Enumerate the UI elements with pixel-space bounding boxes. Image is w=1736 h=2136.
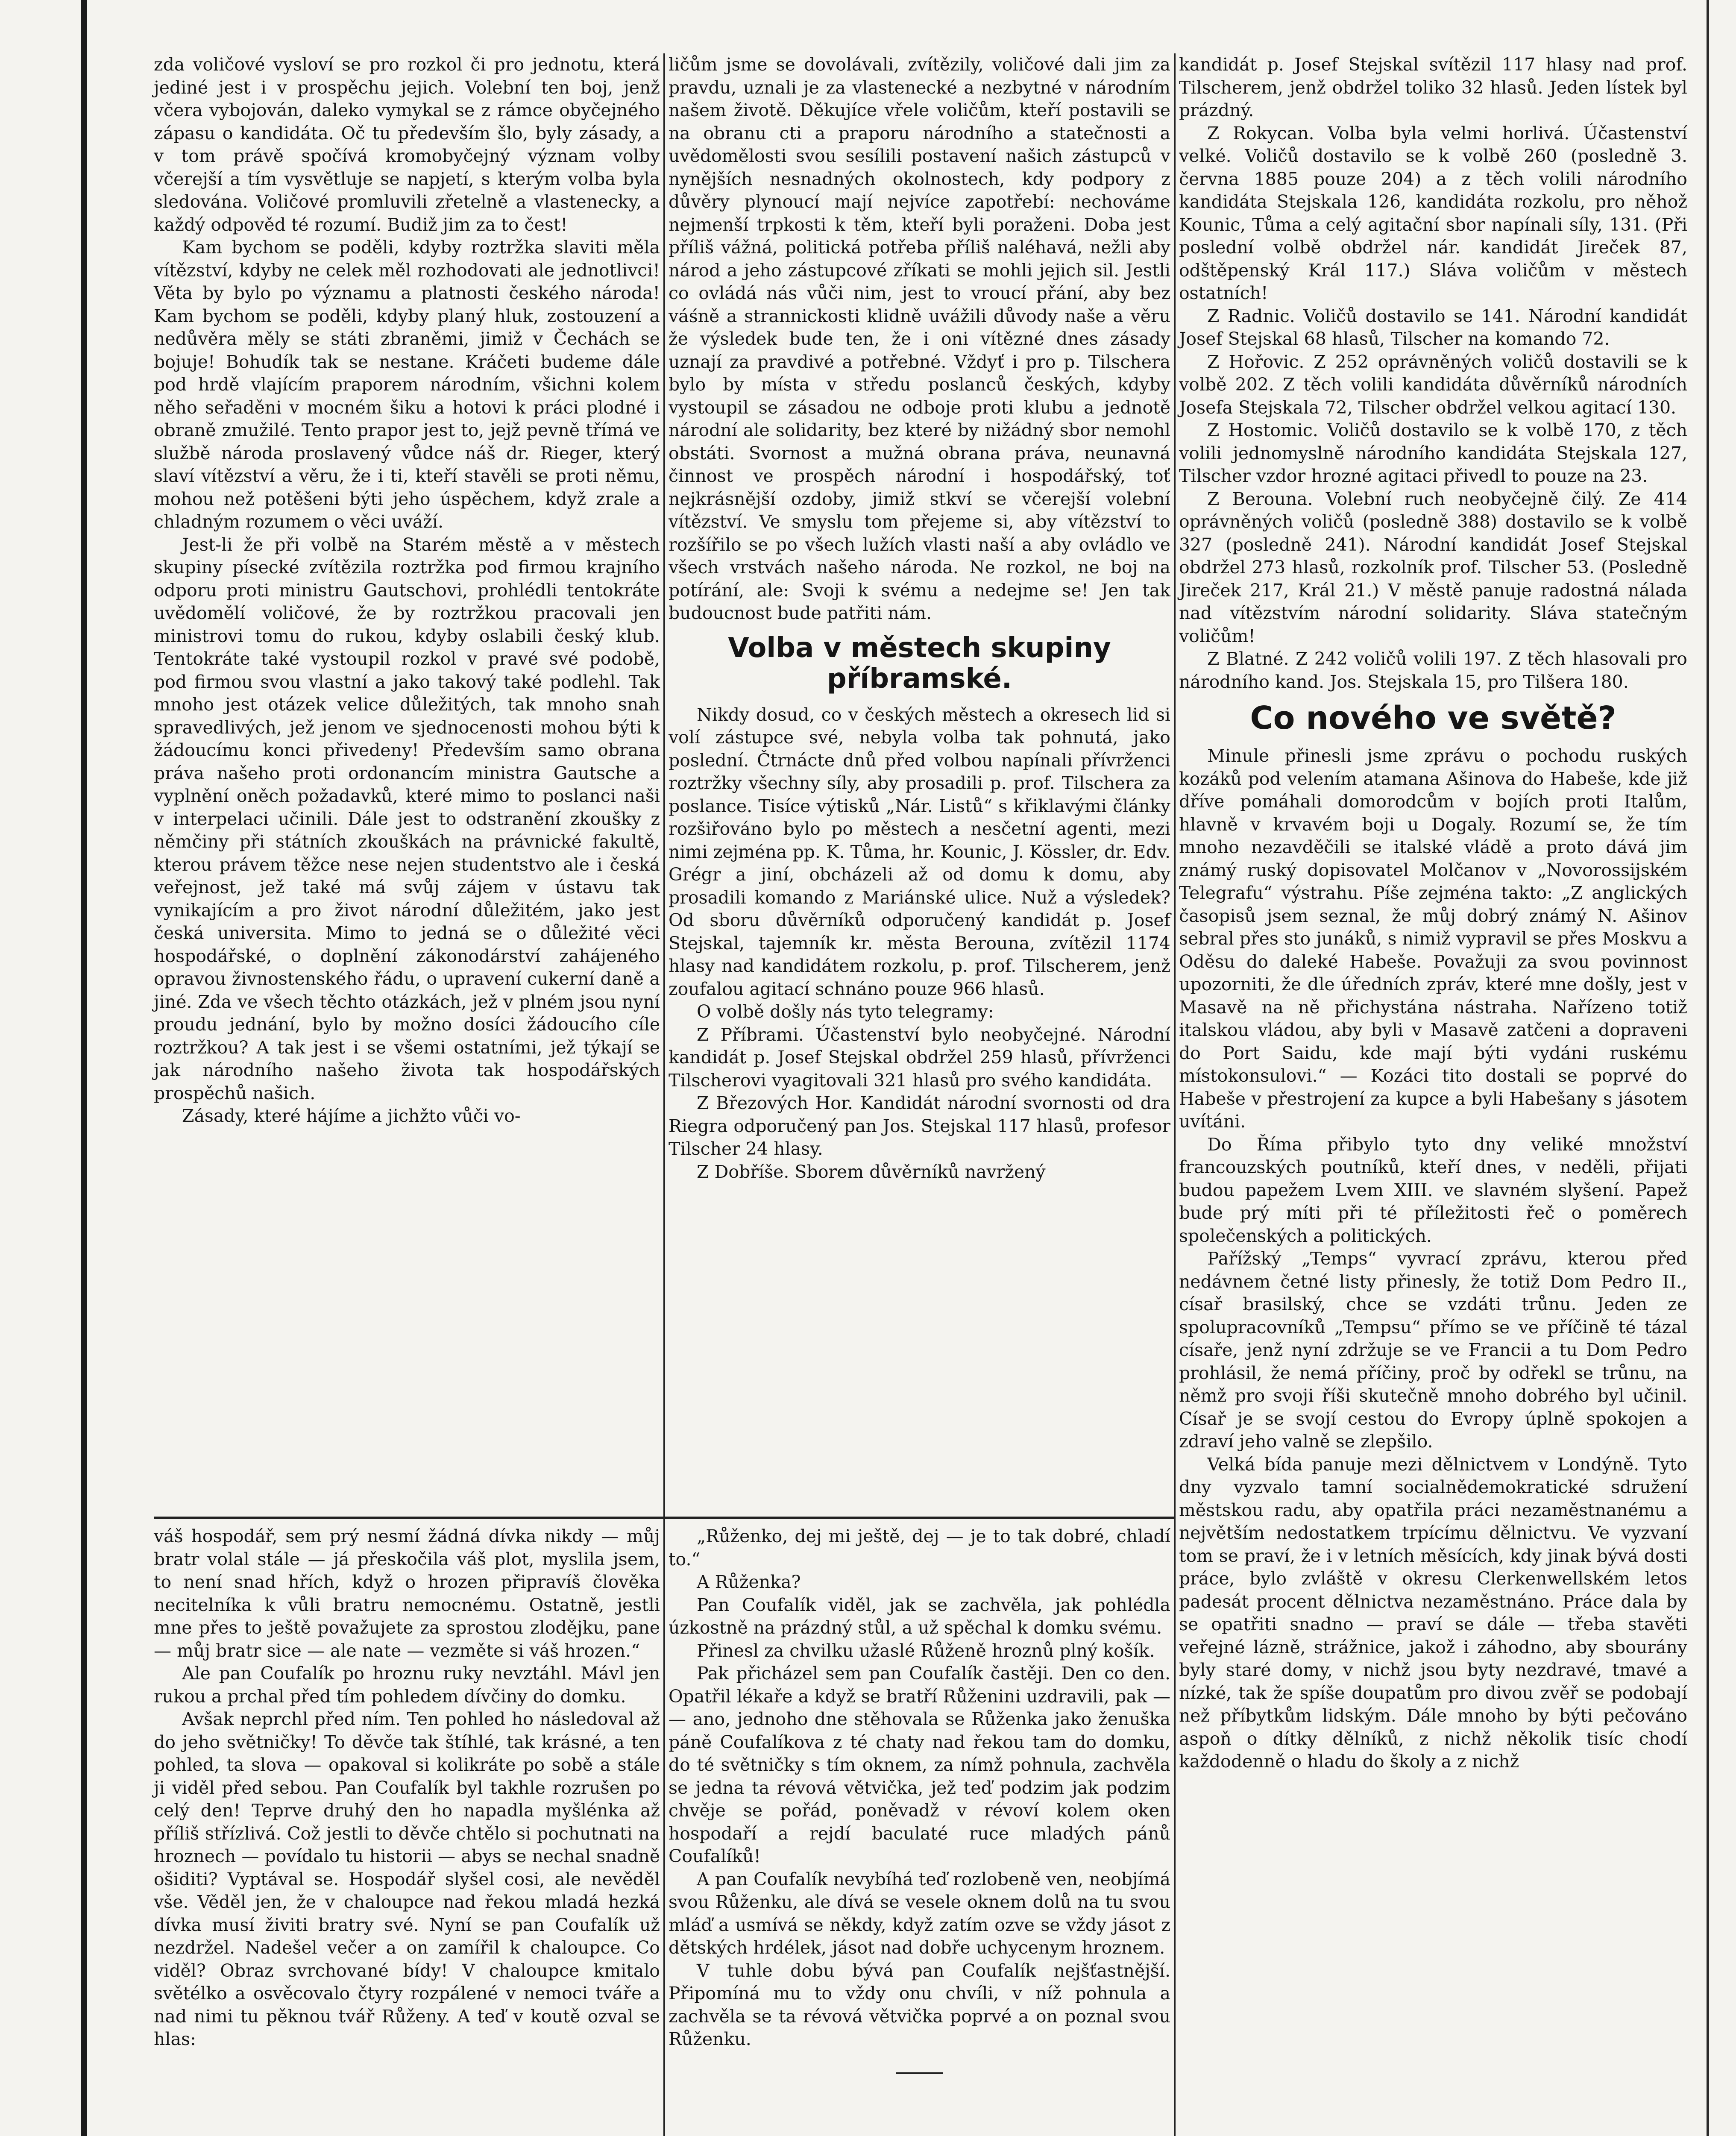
col3-paragraph-3: Z Radnic. Voličů dostavilo se 141. Národní kandidát Josef Stejskal 68 hlasů, Tilscher na komando 72. (1179, 305, 1687, 349)
feuilleton-part-1 (154, 1525, 660, 2051)
col3-news-paragraph-3: Pařížský „Temps“ vyvrací zprávu, kterou před nedávnem četné listy přinesly, že totiž Dom Pedro II., císař brasilský, chce se vzdáti trůnu. Jeden ze spolupracovníků „Tempsu“ přímo se ve příčině té tázal císaře, jenž nyní zdržuje se ve Francii a tu Dom Pedro prohlásil, že nemá příčiny, proč by odřekl se trůnu, na němž pro svoji říši skutečně mnoho dobrého byl učinil. Císař je se svojí cestou do Evropy úplně spokojen a zdraví jeho valně se zlepšilo. (1179, 1248, 1687, 1452)
feuilleton2-paragraph-2: A Růženka? (697, 1572, 801, 1592)
col2-paragraph-1: ličům jsme se dovolávali, zvítězily, voličové dali jim za pravdu, uznali je za vlastenecké a nezbytné v národním našem životě. Děkujíce vřele voličům, kteří postavili se na obranu cti a praporu národního a statečnosti a uvědomělosti svou sesílili postavení našich zástupců v nynějších nesnadných okolnostech, kdy podpory z důvěry plynoucí mají nejvíce zapotřebí: nechováme nejmenší trpkosti k těm, kteří byli poraženi. Doba jest příliš vážná, politická potřeba příliš naléhavá, nežli aby národ a jeho zástupcové zříkati se mohli jejich sil. Jestli co ovládá nás vůči nim, jest to vroucí přání, aby bez váśně a strannickosti klidně uvážili důvody naše a věru že výsledek bude ten, že i oni vítězné dnes zásady uznají za pravdivé a potřebné. Vždyť i pro p. Tilschera bylo by místa v středu poslanců českých, kdyby vystoupil se zásadou ne odboje proti klubu a jednotě národní ale solidarity, bez které by nižádný sbor nemohl obstáti. Svornost a mužná obrana práva, neunavná činnost ve prospěch národní i hospodářský, toť nejkrásnější ozdoby, jimiž stkví se včerejší volební vítězství. Ve smyslu tom přejeme si, aby vítězství to rozšířilo se po všech lužích vlasti naší a aby ovládlo ve všech vrstvách našeho národa. Ne rozkol, ne boj na potírání, ale: Svoji k svému a nedejme se! Jen tak budoucnost bude patřiti nám. (669, 54, 1170, 623)
feuilleton1-paragraph-1: váš hospodář, sem prý nesmí žádná dívka nikdy — můj bratr volal stále — já přeskočila váš plot, myslila jsem, to není snad hřích, když o hrozen připravíš člověka necitelníka k vůli bratru nemocnému. Ostatně, jestli mne přes to ještě považujete za sprostou zlodějku, pane — můj bratr sice — ale nate — vezměte si váš hrozen.“ (154, 1526, 660, 1661)
feuilleton2-paragraph-5: Pak přicházel sem pan Coufalík častěji. Den co den. Opatřil lékaře a když se bratří Růženini uzdravili, pak — — ano, jednoho dne stěhovala se Růženka jako ženuška páně Coufalíkova z té chaty nad řekou tam do domku, do té světničky s tím oknem, za nímž pohnula, zachvěla se jedna ta révová větvička, jež teď podzim jak podzim chvěje se pořád, poněvadž v révoví kolem oken hospodaří a rejdí baculaté ruce mladých pánů Coufalíků! (669, 1663, 1170, 1866)
col1-paragraph-2: Kam bychom se poděli, kdyby roztržka slaviti měla vítězství, kdyby ne celek měl rozhodovati ale jednotlivci! Věta by bylo po významu a platnosti českého národa! Kam bychom se poděli, kdyby planý hluk, zostouzení a nedůvěra měly se státi zbraněmi, jimiž v Čechách se bojuje! Bohudík tak se nestane. Kráčeti budeme dále pod hrdě vlajícím praporem národním, všichni kolem něho seřaděni v mocném šiku a hotovi k práci plodné i obraně zmužilé. Tento prapor jest to, jejž pevně třímá ve službě národa proslavený vůdce náš dr. Rieger, který slaví vítězství a věru, že i ti, kteří stavěli se proti němu, mohou než potěšeni býti jeho úspěchem, když zrale a chladným rozumem o věci uváží. (154, 237, 660, 532)
col2-report-paragraph-3: Z Příbrami. Účastenství bylo neobyčejné. Národní kandidát p. Josef Stejskal obdržel 259 hlasů, přívrženci Tilscherovi vyagitovali 321 hlasů pro svého kandidáta. (669, 1024, 1170, 1091)
column-2-article (669, 53, 1170, 1183)
column-1-article (154, 53, 660, 1128)
col3-paragraph-5: Z Hostomic. Voličů dostavilo se k volbě 170, z těch volili jednomyslně národního kandidáta Stejskala 127, Tilscher vzdor hrozné agitaci přivedl to pouze na 23. (1179, 420, 1687, 486)
feuilleton1-paragraph-2: Ale pan Coufalík po hroznu ruky nevztáhl. Mávl jen rukou a prchal před tím pohledem dívčiny do domku. (154, 1663, 660, 1707)
col2-report-paragraph-5: Z Dobříše. Sborem důvěrníků navržený (697, 1161, 1046, 1182)
page-edge-right (1707, 0, 1709, 2136)
feuilleton-part-2 (669, 1525, 1170, 2074)
col3-news-paragraph-4: Velká bída panuje mezi dělnictvem v Londýně. Tyto dny vyzvalo tamní socialnědemokratické sdružení městskou radu, aby opatřila práci nezaměstnanému a největším nedostatkem trpícímu dělnictvu. Ve vyzvaní tom se praví, že i v letních měsících, kdy jinak bývá dosti práce, bylo zvláště v okresu Clerkenwellském letos padesát procent dělnictva nezaměstnáno. Práce dala by se opatřiti snadno — praví se dále — třeba stavěti veřejné lázně, strážnice, jakož i záhodno, aby sbourány byly staré domy, v nichž jsou byty nezdravé, tmavé a nízké, tak že spíše doupatům pro divou zvěř se podobají než příbytkům lidským. Dále mnoho by býti pečováno aspoň o dítky dělníků, z nichž několik tisíc chodí každodenně o hladu do školy a z nichž (1179, 1454, 1687, 1772)
col2-report-paragraph-1: Nikdy dosud, co v českých městech a okresech lid si volí zástupce své, nebyla volba tak pohnutá, jako poslední. Čtrnácte dnů před volbou napínali přívrženci roztržky všechny síly, aby prosadili p. prof. Tilschera za poslance. Tisíce výtisků „Nár. Listů“ s křiklavými články rozšiřováno bylo po městech a nesčetní agenti, mezi nimi zejména pp. K. Tůma, hr. Kounic, J. Kössler, dr. Edv. Grégr a jiní, obcházeli až od domu k domu, aby prosadili komando z Mariánské ulice. Nuž a výsledek? Od sboru důvěrníků odporučený kandidát p. Josef Stejskal, tajemník kr. města Berouna, zvítězil 1174 hlasy nad kandidátem rozkolu, p. prof. Tilscherem, jenž zoufalou agitací schnáno pouze 966 hlasů. (669, 704, 1170, 999)
feuilleton1-paragraph-3: Avšak neprchl před ním. Ten pohled ho následoval až do jeho světničky! To děvče tak štíhlé, tak krásné, a ten pohled, ta slova — opakoval si kolikráte po sobě a stále ji viděl před sebou. Pan Coufalík byl takhle rozrušen po celý den! Teprve druhý den ho napadla myšlénka až příliš střízlivá. Což jestli to děvče chtělo si pochutnati na hroznech — povídalo tu historii — abys se nechal snadně ošiditi? Vyptával se. Hospodář slyšel cosi, ale nevěděl vše. Věděl jen, že v chaloupce nad řekou mladá hezká dívka musí živiti bratry své. Nyní se pan Coufalík už nezdržel. Nadešel večer a on zamířil k chaloupce. Co viděl? Obraz svrchované bídy! V chaloupce kmitalo světélko a osvěcovalo čtyry rozpálené v nemoci tváře a nad nimi tu pěknou tvář Růženy. A teď v koutě ozval se hlas: (154, 1709, 660, 2049)
heading-co-noveho: Co nového ve světě? (1250, 700, 1616, 736)
page-edge-left (81, 0, 87, 2136)
col2-report-paragraph-2: O volbě došly nás tyto telegramy: (697, 1001, 994, 1022)
col3-paragraph-7: Z Blatné. Z 242 voličů volili 197. Z těch hlasovali pro národního kand. Jos. Stejskala 15, pro Tilšera 180. (1179, 648, 1687, 692)
heading-volba-pribramske: Volba v městech skupiny příbramské. (728, 632, 1111, 695)
col3-paragraph-1: kandidát p. Josef Stejskal svítězil 117 hlasy nad prof. Tilscherem, jenž obdržel toliko 32 hlasů. Jeden lístek byl prázdný. (1179, 54, 1687, 120)
newspaper-page (154, 53, 1692, 2136)
col3-paragraph-6: Z Berouna. Volební ruch neobyčejně čilý. Ze 414 oprávněných voličů (posledně 388) dostavilo se k volbě 327 (posledně 241). Národní kandidát Josef Stejskal obdržel 273 hlasů, rozkolník prof. Tilscher 53. (Posledně Jireček 217, Král 21.) V městě panuje radostná nálada nad vítězstvím národní solidarity. Sláva statečným voličům! (1179, 488, 1687, 646)
col2-report-paragraph-4: Z Březových Hor. Kandidát národní svornosti od dra Riegra odporučený pan Jos. Stejskal 117 hlasů, profesor Tilscher 24 hlasy. (669, 1093, 1170, 1159)
col3-paragraph-4: Z Hořovic. Z 252 oprávněných voličů dostavili se k volbě 202. Z těch volili kandidáta důvěrníků národních Josefa Stejskala 72, Tilscher obdržel velkou agitací 130. (1179, 351, 1687, 418)
column-rule-2 (1174, 53, 1176, 2136)
feuilleton2-paragraph-4: Přinesl za chvilku užaslé Růženě hroznů plný košík. (697, 1640, 1155, 1661)
feuilleton-rule (154, 1517, 1174, 1519)
column-rule-1 (663, 53, 665, 2136)
column-3 (1179, 53, 1687, 1773)
col3-news-paragraph-1: Minule přinesli jsme zprávu o pochodu ruských kozáků pod velením atamana Ašinova do Habeše, kde již dříve pomáhali domorodcům v bojích proti Italům, hlavně v krvavém boji u Dogaly. Rozumí se, že tím mnoho nezavděčili se italské vládě a proto dává jim známý ruský dopisovatel Molčanov v „Novorossijském Telegrafu“ výstrahu. Píše zejména takto: „Z anglických časopisů jsem seznal, že můj dobrý známý N. Ašinov sebral přes sto junáků, s nimiž vypravil se přes Moskvu a Oděsu do daleké Habeše. Považuji za svou povinnost upozorniti, že dle úředních zpráv, které mne došly, jest v Masavě na ně přichystána nástraha. Nařízeno totiž italskou vládou, aby byli v Masavě zatčeni a dopraveni do Port Saidu, kde mají býti vydáni ruskému místokonsulovi.“ — Kozáci tito dostali se poprvé do Habeše v přestrojení za kupce a byli Habešany s jásotem uvítáni. (1179, 745, 1687, 1132)
feuilleton2-paragraph-7: V tuhle dobu bývá pan Coufalík nejšťastnější. Připomíná mu to vždy onu chvíli, v níž pohnula a zachvěla se ta révová větvička poprvé a on poznal svou Růženku. (669, 1960, 1170, 2049)
feuilleton2-paragraph-6: A pan Coufalík nevybíhá teď rozlobeně ven, neobjímá svou Růženku, ale dívá se vesele oknem dolů na tu svou mláď a usmívá se někdy, když zatím ozve se vždy jásot z dětských hrdélek, jásot nad dobře uchycenym hroznem. (669, 1869, 1170, 1958)
feuilleton2-paragraph-1: „Růženko, dej mi ještě, dej — je to tak dobré, chladí to.“ (669, 1526, 1170, 1570)
col1-paragraph-4: Zásady, které hájíme a jichžto vůči vo- (182, 1106, 521, 1126)
col3-news-paragraph-2: Do Říma přibylo tyto dny veliké množství francouzských poutníků, kteří dnes, v neděli, přijati budou papežem Lvem XIII. ve slavném slyšení. Papež bude prý míti při té příležitosti řeč o poměrech společenských a politických. (1179, 1134, 1687, 1246)
col1-paragraph-3: Jest-li že při volbě na Starém městě a v městech skupiny písecké zvítězila roztržka pod firmou krajního odporu proti ministru Gautschovi, prohlédli tentokráte uvědomělí voličové, že by roztržkou pracovali jen ministrovi tomu do rukou, kdyby oslabili český klub. Tentokráte také vystoupil rozkol v pravé své podobě, pod firmou svou vlastní a jako takový také podlehl. Tak mnoho jest otázek velice důležitých, tak mnoho snah spravedlivých, jež jenom ve sjednocenosti mohou býti k žádoucímu konci přivedeny! Především samo obrana práva našeho proti ordonancím ministra Gautsche a vyplnění oněch požadavků, které mimo to poslanci naši v interpelaci učinili. Dále jest to odstranění zkoušky z němčiny při státních zkouškách na právnické fakultě, kterou právem těžce nese nejen studentstvo ale i česká veřejnost, jež také má svůj zájem v ústavu tak vynikajícím a pro život národní důležitém, jako jest česká universita. Mimo to jedná se o důležité věci hospodářské, o doplnění zákonodárství zahájeného opravou živnostenského řádu, o upravení cukerní daně a jiné. Zda ve všech těchto otázkách, jež v plném jsou nyní proudu jednání, bylo by možno dosíci žádoucího cíle roztržkou? A tak jest i se všemi ostatními, jež týkají se jak národního našeho života tak hospodářských prospěchů našich. (154, 534, 660, 1103)
end-dash (896, 2072, 943, 2074)
feuilleton2-paragraph-3: Pan Coufalík viděl, jak se zachvěla, jak pohlédla úzkostně na prázdný stůl, a už spěchal k domku svému. (669, 1594, 1170, 1638)
col1-paragraph-1: zda voličové vysloví se pro rozkol či pro jednotu, která jediné jest i v prospěchu jejich. Volební ten boj, jenž včera vybojován, daleko vymykal se z rámce obyčejného zápasu o kandidáta. Oč tu především šlo, byly zásady, a v tom právě spočívá kromobyčejný význam volby včerejší a tím vysvětluje se napjetí, s kterým volba byla sledována. Voličové promluvili zřetelně a vlastenecky, a každý odpověd té rozumí. Budiž jim za to čest! (154, 54, 660, 235)
col3-paragraph-2: Z Rokycan. Volba byla velmi horlivá. Účastenství velké. Voličů dostavilo se k volbě 260 (posledně 3. června 1885 pouze 204) a z těch volili národního kandidáta Stejskala 126, kandidáta rozkolu, pro něhož Kounic, Tůma a celý agitační sbor napínali síly, 131. (Při poslední volbě obdržel nár. kandidát Jireček 87, odštěpenský Král 117.) Sláva voličům v městech ostatních! (1179, 123, 1687, 303)
